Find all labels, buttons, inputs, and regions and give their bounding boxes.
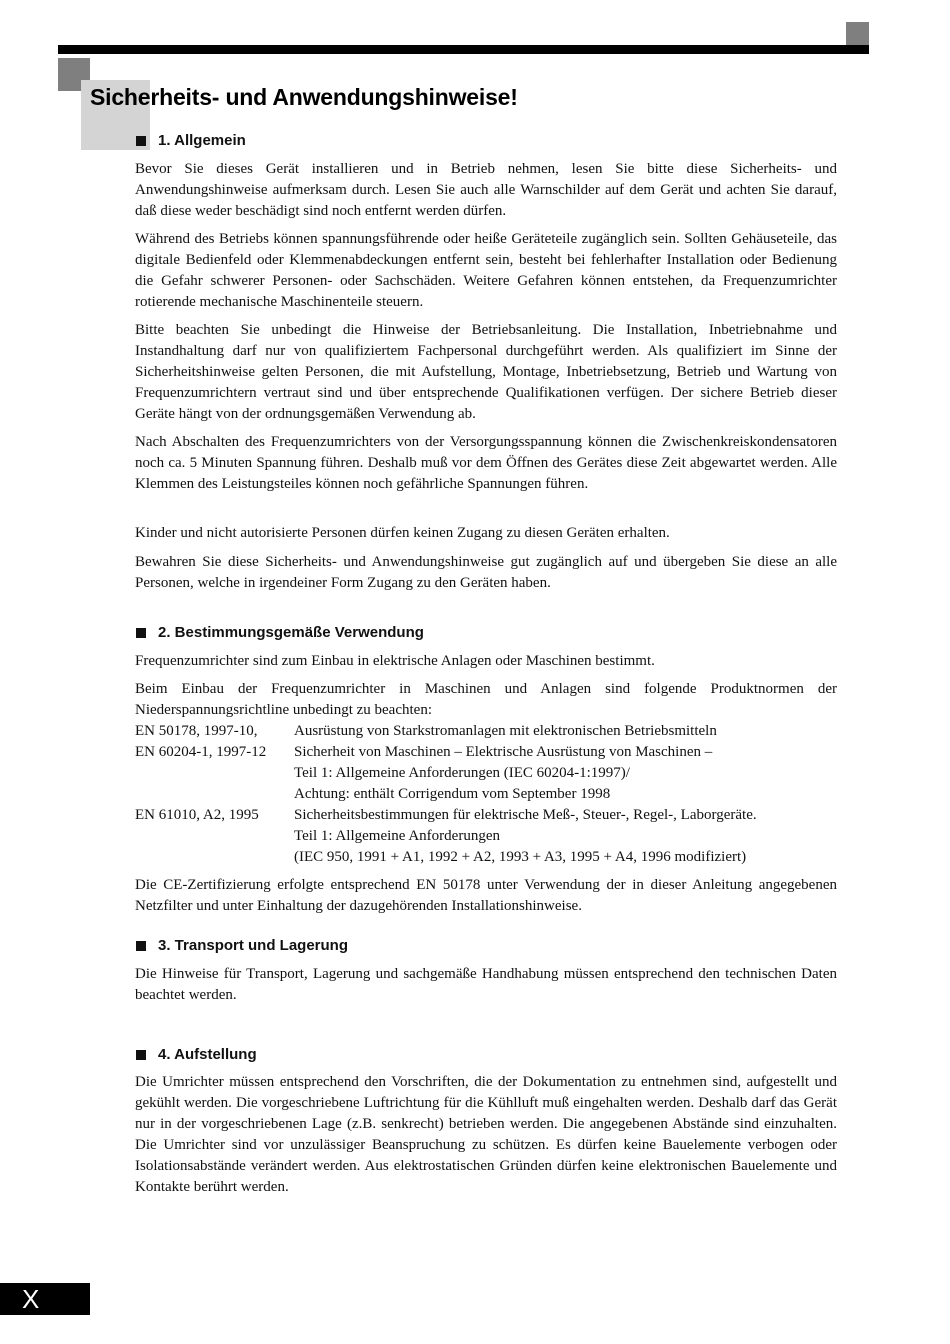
norm-description-line: Achtung: enthält Corrigendum vom September 1998: [294, 786, 611, 802]
section-heading-label: 2. Bestimmungsgemäße Verwendung: [158, 624, 424, 641]
top-rule: [58, 45, 869, 54]
paragraph: Die CE-Zertifizierung erfolgte entsprechend EN 50178 unter Verwendung der in dieser Anleitung angegebenen Netzfilter und unter Einhaltung der dazugehörenden Installationshinweise.: [135, 877, 837, 914]
square-bullet-icon: [136, 1050, 146, 1060]
norm-code: EN 61010, A2, 1995: [135, 807, 259, 823]
paragraph: Bevor Sie dieses Gerät installieren und in Betrieb nehmen, lesen Sie bitte diese Sicherheits- und Anwendungshinweise aufmerksam durch. Lesen Sie auch alle Warnschilder auf dem Gerät und achten Sie darauf, daß diese weder beschädigt sind noch entfernt werden dürfen.: [135, 161, 837, 219]
paragraph: Bitte beachten Sie unbedingt die Hinweise der Betriebsanleitung. Die Installation, Inbetriebnahme und Instandhaltung darf nur von qualifiziertem Fachpersonal durchgeführt werden. Als qualifiziert im Sinne der Sicherheitshinweise gelten Personen, die mit Aufstellung, Montage, Inbetriebsetzung, Betrieb und Wartung von Frequenzumrichtern vertraut sind und über entsprechende Qualifikationen verfügen. Der sichere Betrieb dieser Geräte hängt von der ordnungsgemäßen Verwendung ab.: [135, 322, 837, 422]
section-heading-allgemein: [136, 132, 246, 149]
norm-description: [294, 805, 839, 868]
page-number-marker: X: [0, 1283, 90, 1315]
square-bullet-icon: [136, 941, 146, 951]
norm-code: EN 60204-1, 1997-12: [135, 744, 267, 760]
section-heading-label: 1. Allgemein: [158, 132, 246, 149]
norm-description: [294, 742, 839, 805]
paragraph: Bewahren Sie diese Sicherheits- und Anwendungshinweise gut zugänglich auf und übergeben Sie diese an alle Personen, welche in irgendeiner Form Zugang zu den Geräten haben.: [135, 554, 837, 591]
section-heading-bestimmungsgemaesse-verwendung: [136, 624, 424, 641]
norm-description-line: Sicherheitsbestimmungen für elektrische Meß-, Steuer-, Regel-, Laborgeräte.: [294, 807, 757, 823]
square-bullet-icon: [136, 136, 146, 146]
paragraph: Kinder und nicht autorisierte Personen dürfen keinen Zugang zu diesen Geräten erhalten.: [135, 525, 670, 541]
norm-description-line: Sicherheit von Maschinen – Elektrische Ausrüstung von Maschinen –: [294, 744, 713, 760]
square-bullet-icon: [136, 628, 146, 638]
paragraph: Während des Betriebs können spannungsführende oder heiße Geräteteile zugänglich sein. Sollten Gehäuseteile, das digitale Bedienfeld oder Klemmenabdeckungen entfernt sein, besteht bei fehlerhafter Installation oder Bedienung die Gefahr schwerer Personen- oder Sachschäden. Weitere Gefahren können entstehen, da Frequenzumrichter rotierende mechanische Maschinenteile steuern.: [135, 231, 837, 310]
section-heading-label: 3. Transport und Lagerung: [158, 937, 349, 954]
norm-description-line: Ausrüstung von Starkstromanlagen mit elektronischen Betriebsmitteln: [294, 723, 717, 739]
section-heading-transport-und-lagerung: [136, 937, 348, 954]
norm-description-line: Teil 1: Allgemeine Anforderungen: [294, 828, 500, 844]
norm-code: EN 50178, 1997-10,: [135, 723, 258, 739]
section-heading-aufstellung: [136, 1046, 257, 1063]
page-title: Sicherheits- und Anwendungshinweise!: [90, 84, 518, 110]
norm-description-line: Teil 1: Allgemeine Anforderungen (IEC 60204-1:1997)/: [294, 765, 630, 781]
corner-square-decoration: [846, 22, 869, 45]
paragraph: Die Umrichter müssen entsprechend den Vorschriften, die der Dokumentation zu entnehmen sind, aufgestellt und gekühlt werden. Die vorgeschriebene Luftrichtung für die Kühlluft muß eingehalten werden. Deshalb darf das Gerät nur in der vorgeschriebenen Lage (z.B. senkrecht) betrieben werden. Die angegebenen Abstände sind einzuhalten. Die Umrichter sind vor unzulässiger Beanspruchung zu schützen. Es dürfen keine Bauelemente verbogen oder Isolationsabstände verändert werden. Aus elektrostatischen Gründen dürfen keine elektronischen Bauelemente und Kontakte berührt werden.: [135, 1074, 837, 1195]
paragraph: Die Hinweise für Transport, Lagerung und sachgemäße Handhabung müssen entsprechend den technischen Daten beachtet werden.: [135, 966, 837, 1003]
section-heading-label: 4. Aufstellung: [158, 1046, 257, 1063]
norm-description-line: (IEC 950, 1991 + A1, 1992 + A2, 1993 + A3, 1995 + A4, 1996 modifiziert): [294, 849, 747, 865]
paragraph: Beim Einbau der Frequenzumrichter in Maschinen und Anlagen sind folgende Produktnormen der Niederspannungsrichtline unbedingt zu beachten:: [135, 681, 837, 718]
norm-description: [294, 721, 839, 742]
paragraph: Frequenzumrichter sind zum Einbau in elektrische Anlagen oder Maschinen bestimmt.: [135, 653, 655, 669]
paragraph: Nach Abschalten des Frequenzumrichters von der Versorgungsspannung können die Zwischenkreiskondensatoren noch ca. 5 Minuten Spannung führen. Deshalb muß vor dem Öffnen des Gerätes diese Zeit abgewartet werden. Alle Klemmen des Leistungsteiles können noch gefährliche Spannungen führen.: [135, 434, 837, 492]
